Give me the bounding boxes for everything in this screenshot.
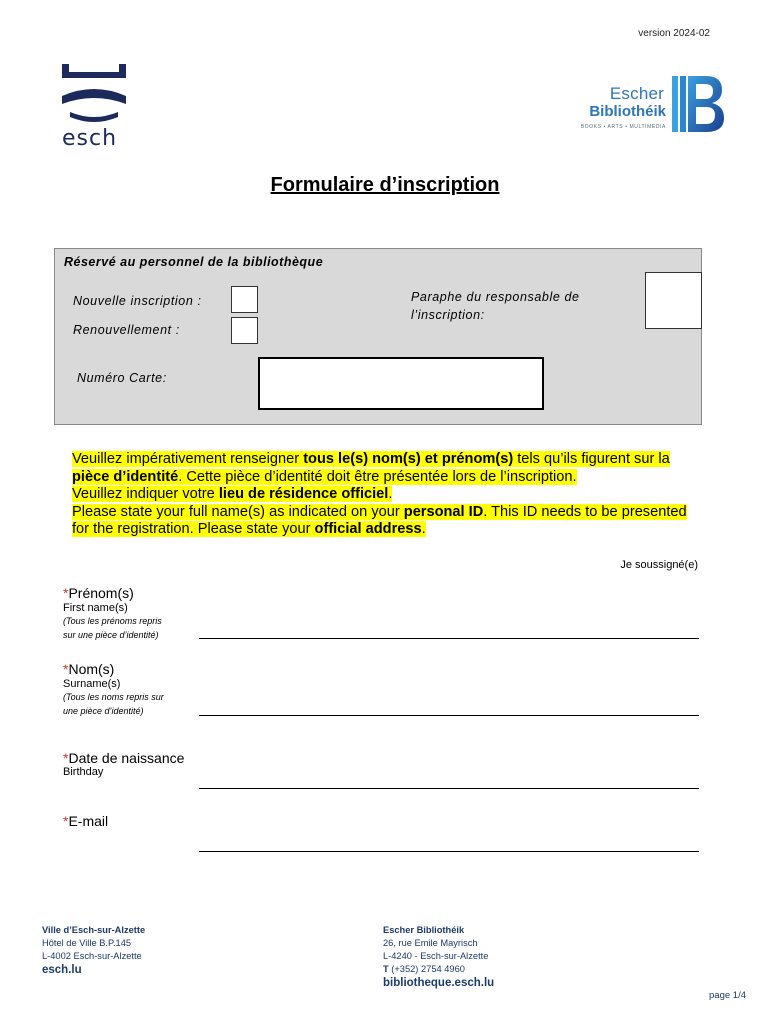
paraphe-label-line2: l’inscription: (411, 307, 485, 322)
esch-logo-text: esch (62, 126, 118, 151)
notice-en-d: official address (314, 521, 422, 537)
je-soussigne-label: Je soussigné(e) (620, 559, 698, 571)
required-asterisk: * (63, 661, 69, 677)
notice-en-c: . This ID needs to be presented for the registration. Please state your (72, 503, 687, 537)
footer-library-line2: L-4240 - Esch-sur-Alzette (383, 951, 489, 961)
footer-city-url[interactable]: esch.lu (42, 964, 82, 976)
notice-fr1-d: pièce d’identité (72, 468, 179, 485)
nom-label-text: Nom(s) (68, 661, 115, 677)
card-number-field[interactable] (258, 357, 544, 410)
phone-number: (+352) 2754 4960 (388, 964, 465, 974)
nom-label (63, 661, 164, 677)
prenom-input-line[interactable] (199, 638, 699, 639)
notice-fr2-c: . (388, 486, 393, 502)
nom-input-line[interactable] (199, 715, 699, 716)
footer-library-name: Escher Bibliothéik (383, 925, 465, 935)
required-asterisk: * (63, 585, 69, 601)
footer-city-line2: L-4002 Esch-sur-Alzette (42, 951, 142, 961)
nom-field-label-group (63, 661, 164, 718)
esch-city-logo (62, 64, 130, 150)
email-field-label-group (63, 813, 108, 829)
prenom-sublabel: First name(s) (63, 602, 128, 614)
bib-logo-name: Bibliothéik (589, 103, 666, 120)
nom-sublabel: Surname(s) (63, 678, 121, 690)
page-title: Formulaire d’inscription (270, 174, 500, 196)
notice-fr1-c: tels qu’ils figurent sur la (513, 451, 670, 467)
notice-fr1-a: Veuillez impérativement renseigner (72, 451, 304, 467)
footer-city-line1: Hôtel de Ville B.P.145 (42, 938, 132, 948)
bib-logo-tagline: BOOKS • ARTS • MULTIMEDIA (580, 124, 666, 130)
footer-library-line1: 26, rue Emile Mayrisch (383, 938, 478, 948)
new-registration-checkbox[interactable] (231, 286, 258, 313)
renewal-label: Renouvellement : (73, 323, 180, 337)
email-label-text: E-mail (68, 813, 109, 829)
notice-fr2-b: lieu de résidence officiel (218, 486, 389, 502)
nom-note-line1: (Tous les noms repris sur (63, 692, 164, 702)
prenom-field-label-group (63, 585, 162, 642)
nom-note (63, 691, 164, 718)
required-asterisk: * (63, 750, 69, 766)
email-label (63, 813, 108, 829)
prenom-note-line1: (Tous les prénoms repris (63, 616, 162, 626)
prenom-note-line2: sur une pièce d’identité) (63, 629, 159, 640)
instructions-notice (72, 451, 702, 539)
footer-library-url[interactable]: bibliotheque.esch.lu (383, 977, 495, 989)
renewal-checkbox[interactable] (231, 317, 258, 344)
notice-en-e: . (421, 521, 426, 537)
nom-note-line2: une pièce d’identité) (63, 705, 144, 716)
notice-fr2-a: Veuillez indiquer votre (72, 486, 219, 502)
birthdate-input-line[interactable] (199, 788, 699, 789)
notice-en-b: personal ID (403, 503, 484, 520)
birthdate-label (63, 750, 184, 766)
bib-logo-escher: Escher (609, 84, 664, 103)
phone-prefix: T (383, 964, 389, 974)
birthdate-label-text: Date de naissance (68, 750, 185, 766)
required-asterisk: * (63, 813, 69, 829)
staff-box-heading: Réservé au personnel de la bibliothèque (64, 255, 324, 269)
notice-fr1-e: . Cette pièce d’identité doit être présentée lors de l’inscription. (178, 468, 577, 485)
page-number: page 1/4 (709, 990, 746, 1001)
footer-city-address (42, 924, 145, 978)
new-registration-label: Nouvelle inscription : (73, 294, 202, 308)
prenom-note (63, 615, 162, 642)
paraphe-label-line1: Paraphe du responsable de (411, 290, 580, 304)
paraphe-label (411, 289, 580, 324)
version-label: version 2024-02 (638, 28, 710, 39)
prenom-label-text: Prénom(s) (68, 585, 134, 601)
notice-fr1-b: tous le(s) nom(s) et prénom(s) (303, 451, 514, 467)
birthdate-field-label-group (63, 750, 184, 778)
email-input-line[interactable] (199, 851, 699, 852)
birthdate-sublabel: Birthday (63, 766, 104, 778)
prenom-label (63, 585, 162, 601)
notice-en-a: Please state your full name(s) as indicated on your (72, 503, 404, 520)
footer-library-phone (383, 963, 494, 976)
footer-library-address (383, 924, 494, 991)
card-number-label: Numéro Carte: (77, 371, 167, 385)
bib-b-logo-icon (672, 76, 724, 132)
paraphe-box[interactable] (645, 272, 702, 329)
footer-city-name: Ville d’Esch-sur-Alzette (42, 925, 146, 935)
